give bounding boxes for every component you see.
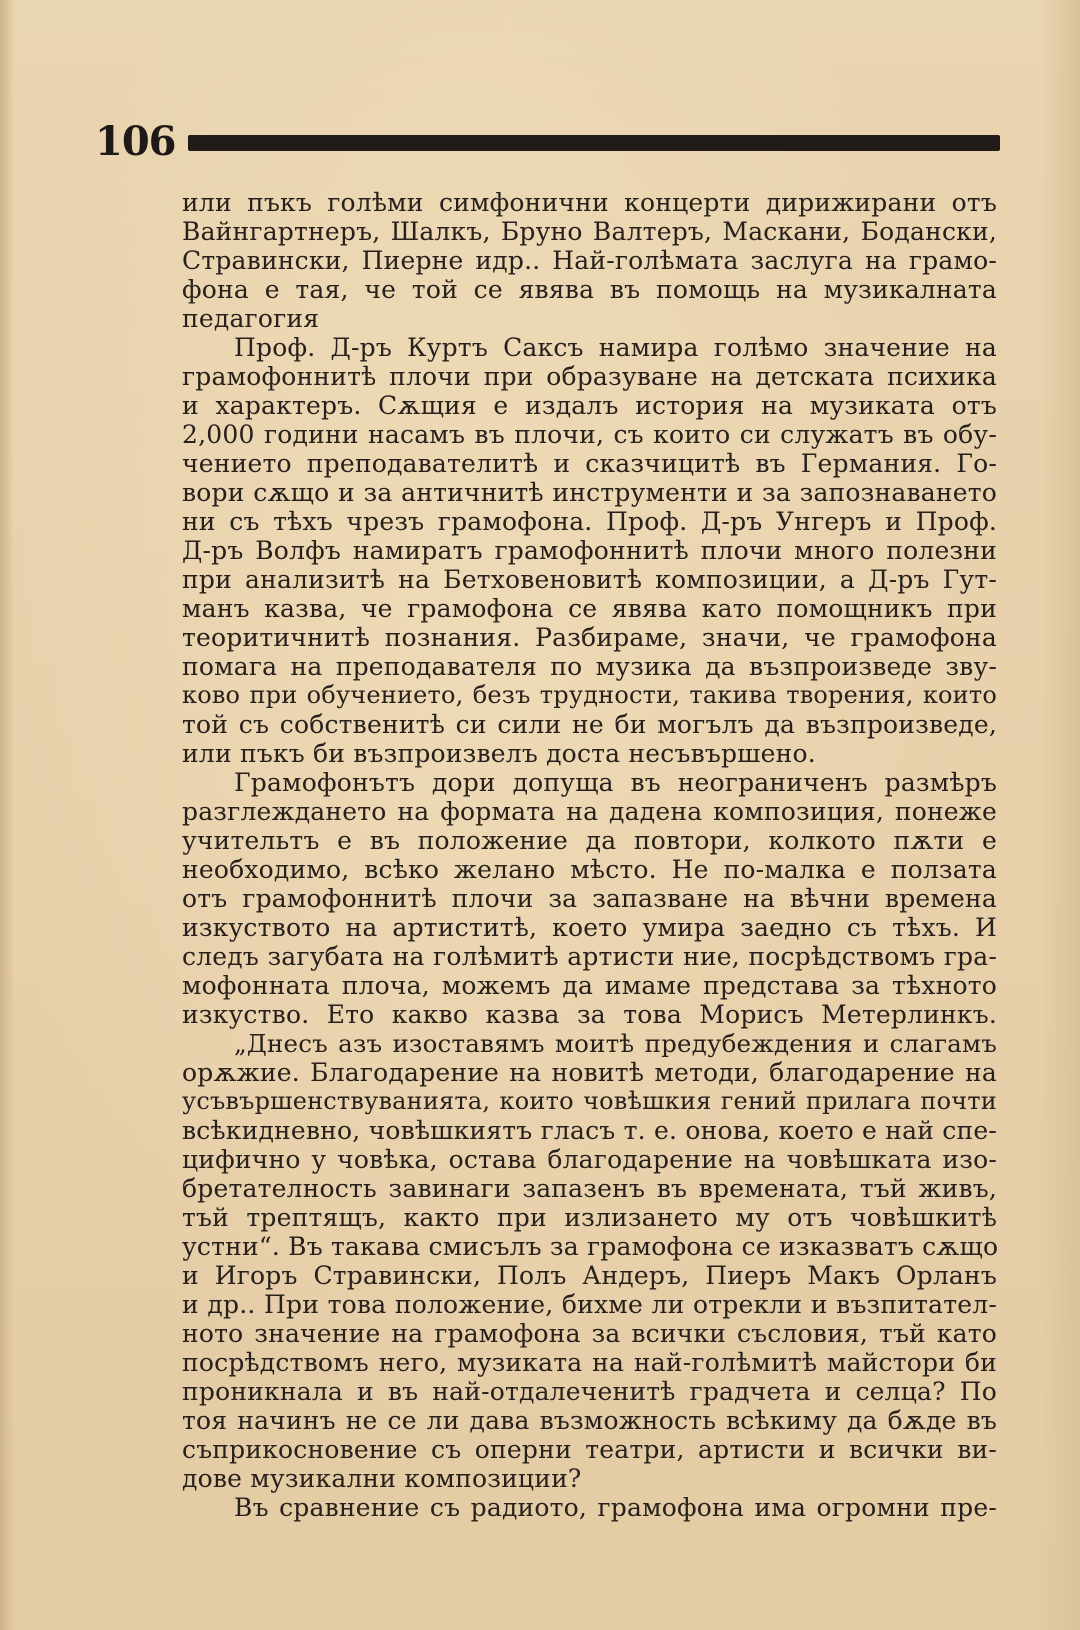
text-line: цифично у човѣка, остава благодарение на човѣшката изо- <box>182 1145 997 1174</box>
text-line: Д-ръ Волфъ намиратъ грамофоннитѣ плочи много полезни <box>182 536 997 565</box>
header-rule <box>188 135 1000 151</box>
text-line: дове музикални композиции? <box>182 1464 582 1493</box>
text-line: тъй трептящъ, както при излизането му отъ човѣшкитѣ <box>182 1203 997 1232</box>
text-line: изкуство. Ето какво казва за това Морисъ Метерлинкъ. <box>182 1000 997 1029</box>
text-line: и характеръ. Сѫщия е издалъ история на музиката отъ <box>182 391 997 420</box>
text-line: при анализитѣ на Бетховеновитѣ композиции, а Д-ръ Гут- <box>182 565 997 594</box>
text-line: 2,000 години насамъ въ плочи, съ които си служатъ въ обу- <box>182 420 997 449</box>
text-line: Грамофонътъ дори допуща въ неограниченъ размѣръ <box>234 768 997 797</box>
text-line: грамофоннитѣ плочи при образуване на детската психика <box>182 362 997 391</box>
body-text <box>182 188 997 1522</box>
page-header <box>95 118 1000 168</box>
text-line: мофонната плоча, можемъ да имаме представа за тѣхното <box>182 971 997 1000</box>
text-line: необходимо, всѣко желано мѣсто. Не по-малка е ползата <box>182 855 997 884</box>
text-line: и др.. При това положение, бихме ли отрекли и възпитател- <box>182 1290 997 1319</box>
text-line: Въ сравнение съ радиото, грамофона има огромни пре- <box>234 1493 997 1522</box>
text-line: бретателность завинаги запазенъ въ времената, тъй живъ, <box>182 1174 997 1203</box>
text-line: или пъкъ би възпроизвелъ доста несъвършено. <box>182 739 816 768</box>
text-line: Вайнгартнеръ, Шалкъ, Бруно Валтеръ, Маскани, Бодански, <box>182 217 997 246</box>
text-line: орѫжие. Благодарение на новитѣ методи, благодарение на <box>182 1058 997 1087</box>
text-line: помага на преподавателя по музика да възпроизведе зву- <box>182 652 997 681</box>
page-number: 106 <box>95 118 176 165</box>
text-line: ни съ тѣхъ чрезъ грамофона. Проф. Д-ръ Унгеръ и Проф. <box>182 507 997 536</box>
text-line: ното значение на грамофона за всички съсловия, тъй като <box>182 1319 997 1348</box>
text-line: проникнала и въ най-отдалеченитѣ градчета и селца? По <box>182 1377 997 1406</box>
text-line: вори сѫщо и за античнитѣ инструменти и за запознаването <box>182 478 997 507</box>
text-line: или пъкъ голѣми симфонични концерти дирижирани отъ <box>182 188 997 217</box>
text-line: „Днесъ азъ изоставямъ моитѣ предубеждения и слагамъ <box>234 1029 997 1058</box>
text-line: съприкосновение съ оперни театри, артисти и всички ви- <box>182 1435 997 1464</box>
text-line: изкуството на артиститѣ, което умира заедно съ тѣхъ. И <box>182 913 997 942</box>
text-line: посрѣдствомъ него, музиката на най-голѣмитѣ майстори би <box>182 1348 997 1377</box>
text-line: следъ загубата на голѣмитѣ артисти ние, посрѣдствомъ гра- <box>182 942 997 971</box>
text-line: всѣкидневно, човѣшкиятъ гласъ т. е. онова, което е най спе- <box>182 1116 997 1145</box>
text-line: чението преподавателитѣ и сказчицитѣ въ Германия. Го- <box>182 449 997 478</box>
text-line: Стравински, Пиерне идр.. Най-голѣмата заслуга на грамо- <box>182 246 997 275</box>
text-line: устни“. Въ такава смисълъ за грамофона се изказватъ сѫщо <box>182 1232 999 1261</box>
text-line: манъ казва, че грамофона се явява като помощникъ при <box>182 594 997 623</box>
text-line: тоя начинъ не се ли дава възможность всѣкиму да бѫде въ <box>182 1406 997 1435</box>
text-line: фона е тая, че той се явява въ помощь на музикалната <box>182 275 997 304</box>
text-line: разглеждането на формата на дадена композиция, понеже <box>182 797 997 826</box>
text-line: Проф. Д-ръ Куртъ Саксъ намира голѣмо значение на <box>234 333 997 362</box>
text-line: ково при обучението, безъ трудности, такива творения, които <box>182 681 997 709</box>
text-line: той съ собственитѣ си сили не би могълъ да възпроизведе, <box>182 710 997 739</box>
text-line: педагогия <box>182 304 320 333</box>
text-line: отъ грамофоннитѣ плочи за запазване на вѣчни времена <box>182 884 997 913</box>
text-line: теоритичнитѣ познания. Разбираме, значи, че грамофона <box>182 623 997 652</box>
text-line: учительтъ е въ положение да повтори, колкото пѫти е <box>182 826 997 855</box>
text-line: усъвършенствуванията, които човѣшкия гений прилага почти <box>182 1087 997 1115</box>
text-line: и Игоръ Стравински, Полъ Андеръ, Пиеръ Макъ Орланъ <box>182 1261 997 1290</box>
